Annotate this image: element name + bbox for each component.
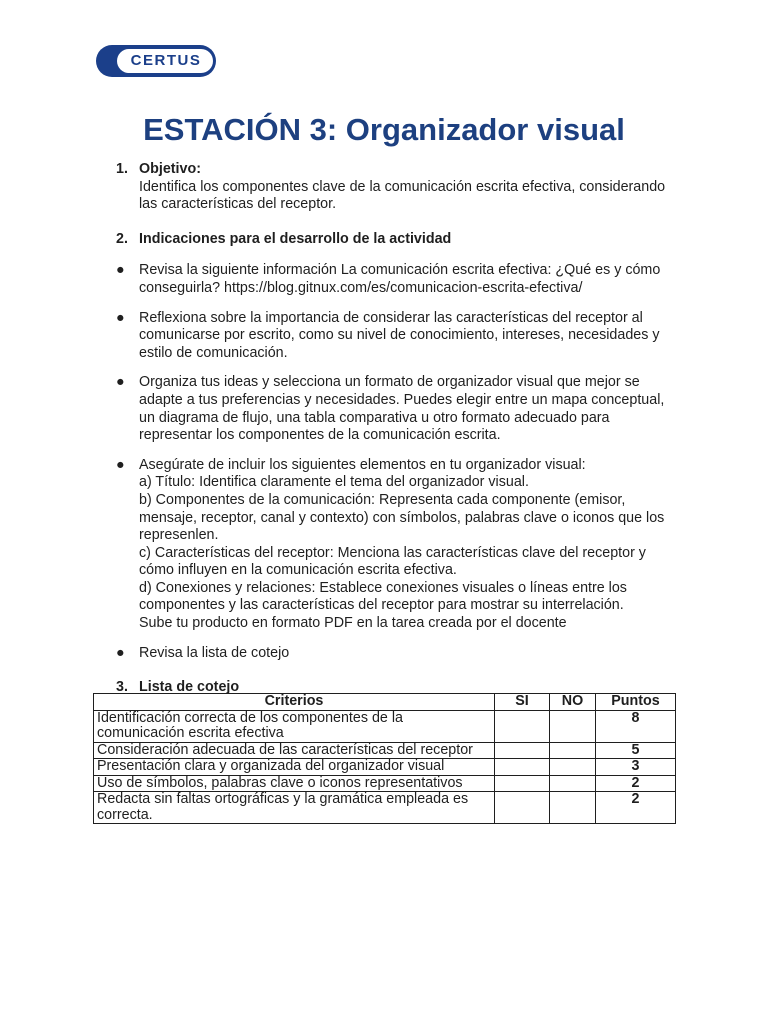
column-header-puntos: Puntos — [596, 694, 676, 711]
criterion-cell — [94, 759, 495, 776]
section-indicaciones — [116, 231, 676, 249]
table-header-row — [94, 694, 676, 711]
criterion-line: Presentación clara y organizada del organizador visual — [97, 758, 445, 774]
list-item-line: conseguirla? https://blog.gitnux.com/es/comunicacion-escrita-efectiva/ — [139, 279, 583, 296]
criterion-line: Consideración adecuada de las características del receptor — [97, 741, 473, 758]
criterion-cell — [94, 792, 495, 824]
criterion-line: Uso de símbolos, palabras clave o iconos representativos — [97, 774, 463, 791]
column-header-no: NO — [550, 694, 596, 711]
section-heading: Objetivo: — [139, 161, 201, 177]
list-item-line: a) Título: Identifica claramente el tema del organizador visual. — [139, 474, 529, 491]
list-item-line: comunicarse por escrito, como su nivel de conocimiento, intereses, necesidades y — [139, 327, 660, 344]
list-item-line: d) Conexiones y relaciones: Establece conexiones visuales o líneas entre los — [139, 579, 627, 596]
list-item — [116, 645, 676, 663]
list-item-line: Revisa la lista de cotejo — [139, 644, 290, 661]
table-row — [94, 792, 676, 824]
points-cell: 2 — [596, 792, 676, 824]
list-item-line: un diagrama de flujo, una tabla comparativa u otro formato adecuado para — [139, 409, 610, 426]
page-title: ESTACIÓN 3: Organizador visual — [143, 112, 625, 147]
list-item-line: Reflexiona sobre la importancia de considerar las características del receptor al — [139, 309, 643, 326]
criterion-cell — [94, 775, 495, 792]
points-cell: 5 — [596, 742, 676, 759]
list-item-line: cómo influyen en la comunicación escrita efectiva. — [139, 562, 457, 579]
section-number: 1. — [116, 161, 128, 177]
section-number: 2. — [116, 230, 128, 247]
table-row — [94, 742, 676, 759]
points-cell: 2 — [596, 775, 676, 792]
no-cell — [550, 792, 596, 824]
section-text-line: Identifica los componentes clave de la comunicación escrita efectiva, considerando — [139, 178, 666, 195]
list-item — [116, 457, 676, 633]
document-body — [116, 161, 676, 697]
section-heading: Lista de cotejo — [139, 679, 240, 696]
no-cell — [550, 742, 596, 759]
list-item — [116, 262, 676, 297]
table-row — [94, 710, 676, 742]
table-row — [94, 759, 676, 776]
no-cell — [550, 775, 596, 792]
list-item-line: componentes y las características del receptor para mostrar su interrelación. — [139, 597, 624, 614]
section-number: 3. — [116, 679, 128, 696]
list-item-line: b) Componentes de la comunicación: Representa cada componente (emisor, — [139, 491, 626, 508]
section-objetivo — [116, 161, 676, 214]
checklist-table — [93, 693, 676, 824]
bullet-icon: ● — [116, 309, 125, 326]
si-cell — [495, 742, 550, 759]
list-item-line: Sube tu producto en formato PDF en la tarea creada por el docente — [139, 615, 567, 632]
list-item-line: mensaje, receptor, canal y contexto) con símbolos, palabras clave o iconos que los — [139, 509, 665, 526]
points-cell: 8 — [596, 710, 676, 742]
si-cell — [495, 775, 550, 792]
criterion-cell — [94, 742, 495, 759]
points-cell: 3 — [596, 759, 676, 776]
section-heading: Indicaciones para el desarrollo de la actividad — [139, 230, 452, 247]
criterion-line: Identificación correcta de los componentes de la — [97, 709, 403, 726]
si-cell — [495, 710, 550, 742]
criterion-line: correcta. — [97, 806, 153, 823]
logo-text: CERTUS — [130, 52, 202, 69]
list-item-line: Revisa la siguiente información La comunicación escrita efectiva: ¿Qué es y cómo — [139, 262, 661, 279]
section-text-line: las características del receptor. — [139, 196, 337, 213]
list-item-line: c) Características del receptor: Menciona las características clave del receptor y — [139, 544, 646, 561]
bullet-icon: ● — [116, 644, 125, 661]
no-cell — [550, 710, 596, 742]
column-header-si: SI — [495, 694, 550, 711]
criterion-line: comunicación escrita efectiva — [97, 725, 284, 741]
list-item — [116, 310, 676, 363]
no-cell — [550, 759, 596, 776]
list-item-line: Organiza tus ideas y selecciona un formato de organizador visual que mejor se — [139, 374, 640, 391]
column-header-criterios: Criterios — [94, 694, 495, 711]
si-cell — [495, 792, 550, 824]
bullet-icon: ● — [116, 262, 125, 279]
list-item-line: represenlen. — [139, 527, 219, 544]
list-item-line: estilo de comunicación. — [139, 344, 288, 361]
criterion-line: Redacta sin faltas ortográficas y la gramática empleada es — [97, 791, 469, 807]
list-item-line: Asegúrate de incluir los siguientes elementos en tu organizador visual: — [139, 456, 586, 473]
list-item-line: representar los componentes de la comunicación escrita. — [139, 427, 501, 444]
bullet-icon: ● — [116, 374, 125, 391]
table-row — [94, 775, 676, 792]
criterion-cell — [94, 710, 495, 742]
si-cell — [495, 759, 550, 776]
list-item-line: adapte a tus preferencias y necesidades. Puedes elegir entre un mapa conceptual, — [139, 391, 665, 408]
list-item — [116, 374, 676, 444]
bullet-icon: ● — [116, 456, 125, 473]
certus-logo — [95, 44, 217, 78]
